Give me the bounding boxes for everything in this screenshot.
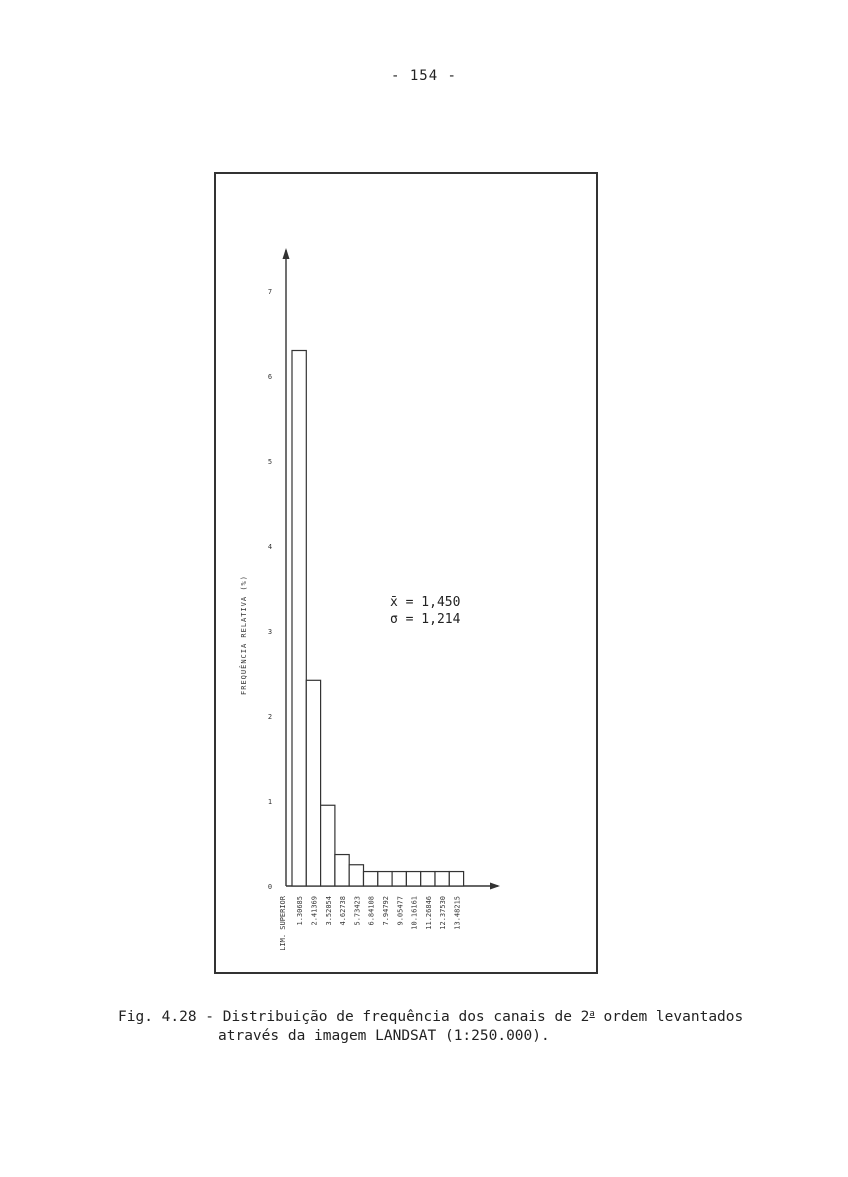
- y-tick-label: 5: [267, 458, 273, 466]
- x-tick-label: 11.26846: [424, 896, 433, 930]
- bar: [292, 351, 306, 887]
- x-tick-label: 5.73423: [353, 896, 362, 926]
- bar: [306, 680, 320, 886]
- bar: [349, 865, 363, 886]
- bar: [335, 855, 349, 886]
- x-tick-label: 1.30685: [296, 896, 305, 926]
- caption-line1-a: Fig. 4.28 - Distribuição de frequência dos canais de 2: [118, 1009, 590, 1025]
- bar: [392, 872, 406, 886]
- y-tick-label: 6: [267, 373, 273, 381]
- y-tick-label: 0: [267, 883, 273, 891]
- x-tick-label: 2.41369: [310, 896, 319, 926]
- bar: [364, 872, 378, 886]
- page-number: - 154 -: [390, 68, 457, 84]
- bar: [321, 805, 335, 886]
- x-tick-label: 9.05477: [396, 896, 405, 926]
- y-tick-label: 1: [267, 798, 273, 806]
- x-tick-label: 10.16161: [410, 896, 419, 930]
- x-tick-label: 12.37530: [439, 896, 448, 930]
- bar: [421, 872, 435, 886]
- caption-ordinal: a: [589, 1009, 595, 1019]
- bar: [378, 872, 392, 886]
- x-tick-label: 13.48215: [453, 896, 462, 930]
- x-tick-label: 4.62738: [339, 896, 348, 926]
- bar: [406, 872, 420, 886]
- annotation-mean: x̄ = 1,450: [390, 595, 461, 610]
- y-tick-label: 4: [267, 543, 273, 551]
- x-tick-label: 6.84108: [367, 896, 376, 926]
- x-axis-arrow: [490, 883, 500, 890]
- y-tick-labels: [268, 288, 272, 891]
- bar: [435, 872, 449, 886]
- caption-line2: através da imagem LANDSAT (1:250.000).: [218, 1028, 550, 1044]
- bar: [449, 872, 463, 886]
- figure-caption: [118, 1005, 743, 1046]
- y-tick-label: 2: [267, 713, 273, 721]
- x-tick-label: 3.52054: [324, 896, 333, 926]
- x-tick-labels: [279, 895, 461, 951]
- y-tick-label: 7: [267, 288, 273, 296]
- x-tick-label: 7.94792: [381, 896, 390, 926]
- y-tick-label: 3: [267, 628, 273, 636]
- y-axis-arrow: [283, 248, 290, 259]
- annotation-sigma: σ = 1,214: [390, 612, 461, 627]
- x-category-header: LIM. SUPERIOR: [279, 896, 287, 951]
- caption-line1-b: ordem levantados: [594, 1009, 744, 1025]
- y-axis-label: FREQUÊNCIA RELATIVA (%): [240, 575, 248, 695]
